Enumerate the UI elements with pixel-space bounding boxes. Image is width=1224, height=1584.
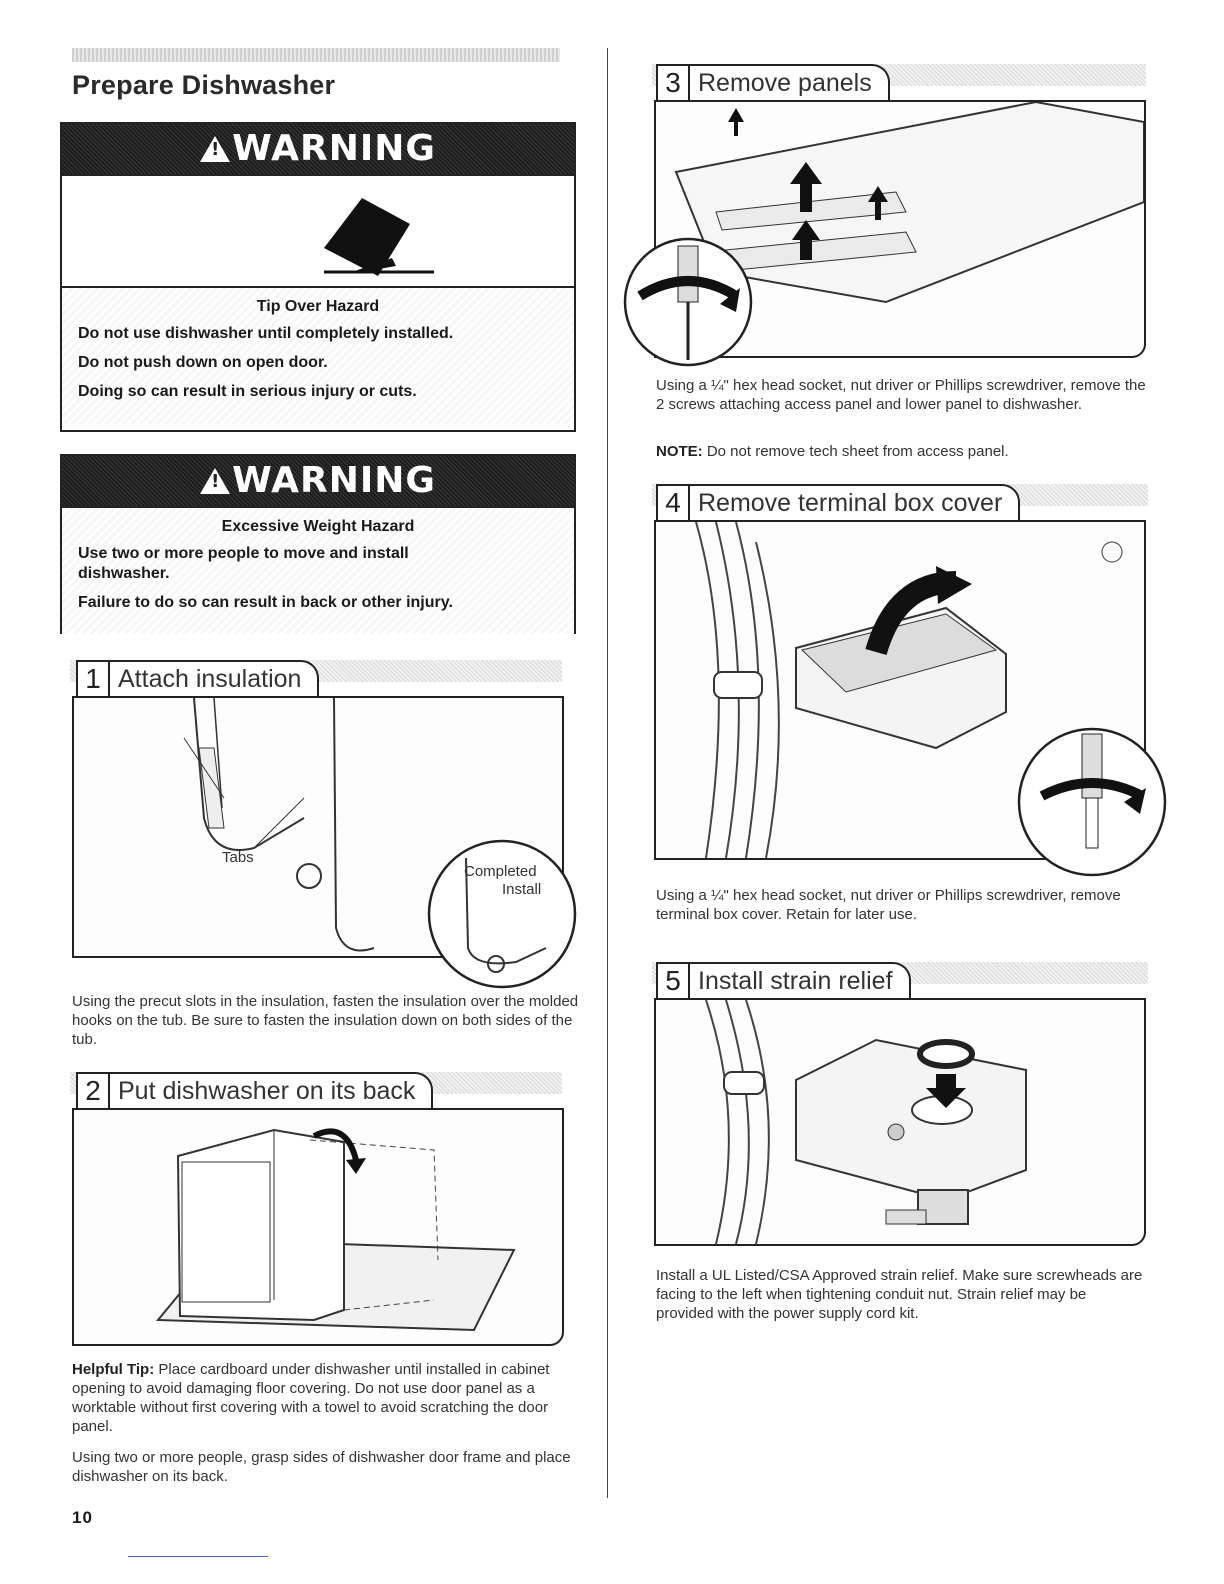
weight-warning-box	[60, 454, 576, 634]
step-3-text: Using a ¼" hex head socket, nut driver or Phillips screwdriver, remove the 2 screws attaching access panel and lower panel to dishwasher.	[656, 377, 1146, 413]
page-number: 10	[72, 1508, 93, 1527]
footer-line	[128, 1556, 268, 1557]
step-title: Install strain relief	[690, 962, 911, 1000]
warning-line: Doing so can result in serious injury or cuts.	[78, 383, 417, 400]
install-label: Install	[502, 881, 542, 898]
warning-triangle-icon	[200, 468, 230, 494]
hazard-title: Excessive Weight Hazard	[221, 518, 415, 535]
step-2-tip	[72, 1360, 592, 1436]
step-number: 1	[76, 660, 110, 698]
tip-over-warning-box	[60, 122, 576, 432]
hazard-title: Tip Over Hazard	[256, 298, 380, 315]
warning-line: Do not use dishwasher until completely installed.	[78, 325, 454, 342]
warning-header-text: WARNING	[232, 128, 436, 169]
step-title: Put dishwasher on its back	[110, 1072, 433, 1110]
step-number: 3	[656, 64, 690, 102]
note-text: Do not remove tech sheet from access panel.	[706, 443, 1009, 460]
completed-label: Completed	[464, 863, 537, 880]
screwdriver-callout	[622, 236, 754, 368]
step-2-illustration	[72, 1108, 564, 1346]
step-5-text: Install a UL Listed/CSA Approved strain relief. Make sure screwheads are facing to the left when tightening conduit nut. Strain relief may be provided with the power supply cord kit.	[656, 1267, 1143, 1322]
step-title: Remove terminal box cover	[690, 484, 1020, 522]
step-title: Remove panels	[690, 64, 890, 102]
warning-header	[62, 124, 574, 176]
tip-over-icon	[62, 176, 574, 286]
step-3-note	[656, 442, 1156, 461]
step-2-text: Using two or more people, grasp sides of dishwasher door frame and place dishwasher on its back.	[72, 1449, 571, 1485]
tip-label: Helpful Tip:	[72, 1361, 155, 1378]
section-top-bar	[72, 48, 560, 62]
tip-text: Place cardboard under dishwasher until installed in cabinet opening to avoid damaging floor covering. Do not use door panel as a worktable without first covering with a towel to avoid scratching the door panel.	[72, 1361, 550, 1435]
warning-line: Use two or more people to move and install dishwasher.	[78, 545, 409, 582]
step-number: 4	[656, 484, 690, 522]
step-number: 2	[76, 1072, 110, 1110]
screwdriver-callout	[1016, 726, 1168, 878]
note-label: NOTE:	[656, 443, 703, 460]
step-1-text: Using the precut slots in the insulation, fasten the insulation over the molded hooks on the tub. Be sure to fasten the insulation down on both sides of the tub.	[72, 993, 579, 1048]
tabs-label: Tabs	[222, 849, 254, 866]
warning-header-text: WARNING	[232, 460, 436, 501]
step-number: 5	[656, 962, 690, 1000]
section-title: Prepare Dishwasher	[72, 70, 336, 100]
step-4-text: Using a ¼" hex head socket, nut driver or Phillips screwdriver, remove terminal box cover. Retain for later use.	[656, 887, 1121, 923]
warning-body	[62, 508, 574, 634]
warning-line: Do not push down on open door.	[78, 354, 328, 371]
step-5-illustration	[654, 998, 1146, 1246]
column-divider	[607, 48, 608, 1498]
warning-header	[62, 456, 574, 508]
warning-line: Failure to do so can result in back or other injury.	[78, 594, 453, 611]
step-title: Attach insulation	[110, 660, 319, 698]
warning-body	[62, 288, 574, 424]
tip-over-icon-row	[62, 176, 574, 288]
completed-install-callout	[426, 838, 578, 990]
warning-triangle-icon	[200, 136, 230, 162]
